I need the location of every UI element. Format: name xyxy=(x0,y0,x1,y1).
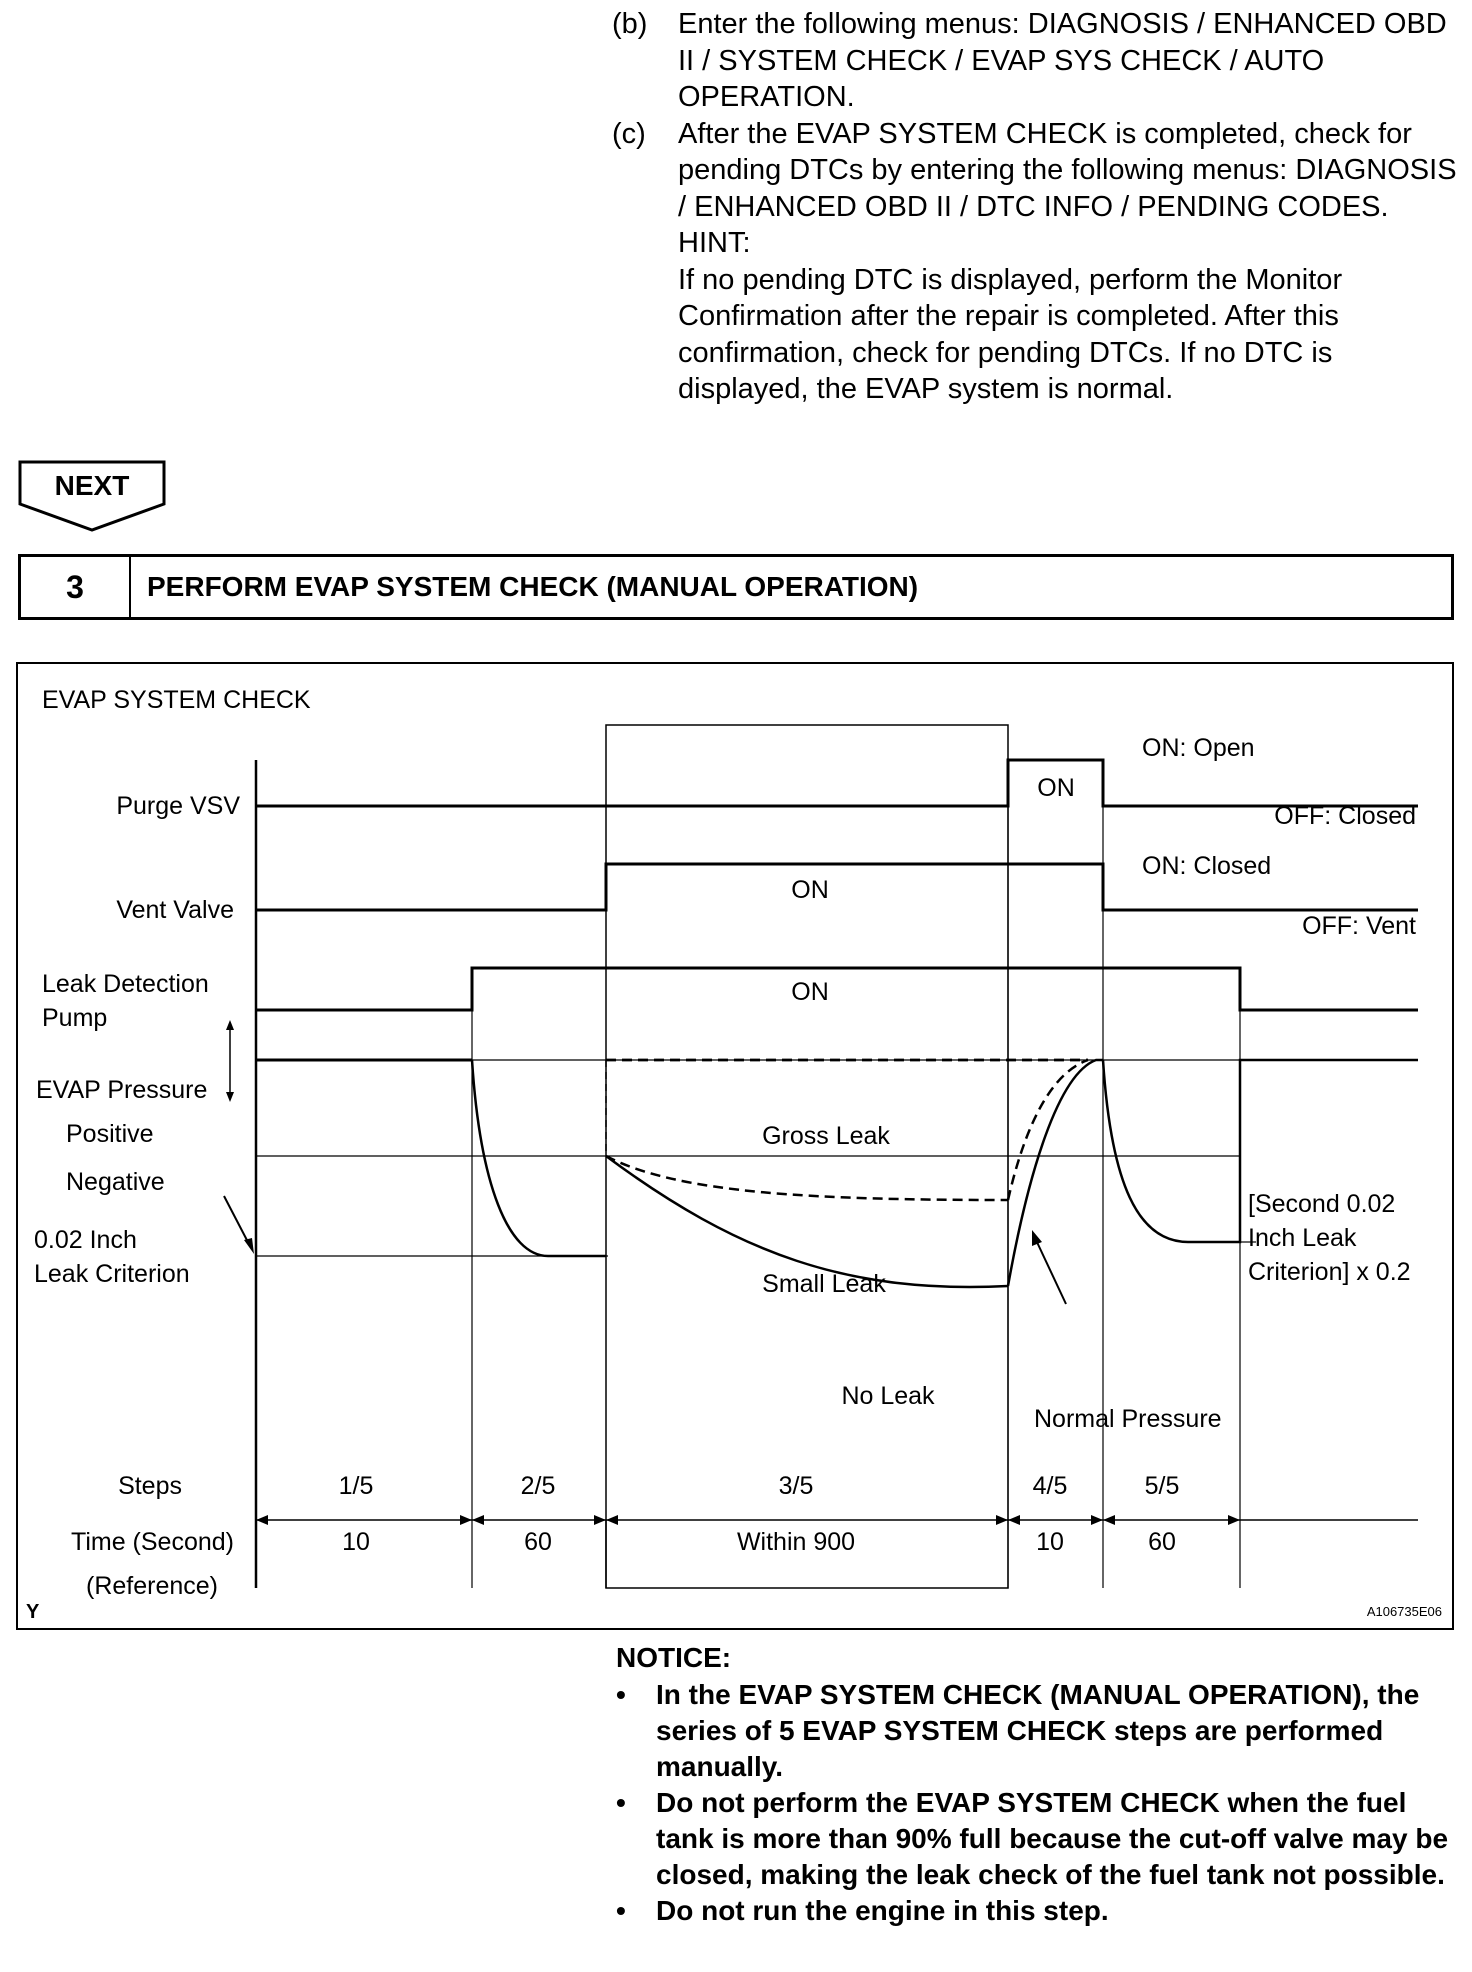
vent-on-closed-label: ON: Closed xyxy=(1142,852,1272,880)
notice-title: NOTICE: xyxy=(616,1642,732,1673)
label-pump-line1: Leak Detection xyxy=(42,970,209,998)
hint-label: HINT: xyxy=(678,227,751,259)
pressure-step2-curve xyxy=(472,1060,606,1256)
step-header xyxy=(18,554,1454,620)
purge-off-closed-label: OFF: Closed xyxy=(1274,802,1416,830)
normal-pressure-pointer xyxy=(1036,1240,1066,1304)
small-leak-label: Small Leak xyxy=(762,1270,886,1298)
gross-leak-label: Gross Leak xyxy=(762,1122,890,1150)
label-criterion-line1: 0.02 Inch xyxy=(34,1226,137,1254)
pump-trace xyxy=(256,968,1418,1010)
step-title: PERFORM EVAP SYSTEM CHECK (MANUAL OPERATION) xyxy=(147,571,919,602)
vent-off-vent-label: OFF: Vent xyxy=(1302,912,1416,940)
label-criterion-line2: Leak Criterion xyxy=(34,1260,190,1288)
normal-pressure-label: Normal Pressure xyxy=(1034,1405,1222,1433)
step-number: 3 xyxy=(21,557,131,617)
step-3-label: 3/5 xyxy=(778,1472,814,1500)
label-steps: Steps xyxy=(118,1472,182,1500)
pump-on-label: ON xyxy=(791,978,829,1006)
notice-item xyxy=(616,1785,1462,1893)
notice-item-text: In the EVAP SYSTEM CHECK (MANUAL OPERATION), the series of 5 EVAP SYSTEM CHECK steps are performed manually. xyxy=(656,1679,1420,1782)
small-leak-trace xyxy=(606,1156,1008,1200)
diagram-title: EVAP SYSTEM CHECK xyxy=(42,686,311,714)
time-4-label: 10 xyxy=(1036,1528,1064,1556)
second-criterion-line3: Criterion] x 0.2 xyxy=(1248,1258,1411,1286)
instruction-step-b xyxy=(612,6,1462,116)
label-reference: (Reference) xyxy=(86,1572,218,1600)
step-label: (c) xyxy=(612,117,646,150)
evap-timing-diagram xyxy=(16,662,1454,1630)
next-label: NEXT xyxy=(54,470,130,501)
label-positive: Positive xyxy=(66,1120,154,1148)
corner-mark: Y xyxy=(26,1601,40,1623)
step-4-label: 4/5 xyxy=(1032,1472,1068,1500)
instruction-block xyxy=(612,6,1462,408)
label-vent-valve: Vent Valve xyxy=(116,896,234,924)
time-2-label: 60 xyxy=(524,1528,552,1556)
step-5-label: 5/5 xyxy=(1144,1472,1180,1500)
step-text xyxy=(678,116,1462,408)
second-criterion-line1: [Second 0.02 xyxy=(1248,1190,1396,1218)
label-purge-vsv: Purge VSV xyxy=(116,792,240,820)
bullet-icon: • xyxy=(616,1895,626,1926)
time-5-label: 60 xyxy=(1148,1528,1176,1556)
diagram-canvas xyxy=(18,664,1452,1628)
instruction-step-c xyxy=(612,116,1462,408)
notice-item xyxy=(616,1893,1462,1929)
no-leak-trace xyxy=(606,1156,1008,1287)
vent-on-label: ON xyxy=(791,876,829,904)
second-criterion-line2: Inch Leak xyxy=(1248,1224,1357,1252)
notice-block xyxy=(616,1640,1462,1929)
notice-item-text: Do not perform the EVAP SYSTEM CHECK when the fuel tank is more than 90% full because the cut-off valve may be closed, making the leak check of the fuel tank not possible. xyxy=(656,1787,1449,1890)
step-text: Enter the following menus: DIAGNOSIS / ENHANCED OBD II / SYSTEM CHECK / EVAP SYS CHECK / AUTO OPERATION. xyxy=(678,8,1447,113)
bullet-icon: • xyxy=(616,1679,626,1710)
step-1-label: 1/5 xyxy=(338,1472,374,1500)
label-negative: Negative xyxy=(66,1168,165,1196)
purge-vsv-trace xyxy=(256,760,1418,806)
label-pump-line2: Pump xyxy=(42,1004,108,1032)
purge-on-label: ON xyxy=(1037,774,1075,802)
hint-text: If no pending DTC is displayed, perform the Monitor Confirmation after the repair is completed. After this confirmation, check for pending DTCs. If no DTC is displayed, the EVAP system is normal. xyxy=(678,263,1343,405)
notice-item-text: Do not run the engine in this step. xyxy=(656,1895,1109,1926)
figure-id: A106735E06 xyxy=(1366,1604,1442,1619)
step-2-label: 2/5 xyxy=(520,1472,556,1500)
label-evap-pressure: EVAP Pressure xyxy=(36,1076,208,1104)
label-time: Time (Second) xyxy=(70,1528,234,1556)
criterion-pointer xyxy=(224,1196,250,1246)
next-button[interactable] xyxy=(18,460,166,532)
purge-on-open-label: ON: Open xyxy=(1142,734,1255,762)
time-1-label: 10 xyxy=(342,1528,370,1556)
notice-item xyxy=(616,1677,1462,1785)
step-text-body: After the EVAP SYSTEM CHECK is completed, check for pending DTCs by entering the following menus: DIAGNOSIS / ENHANCED OBD II / DTC INFO / PENDING CODES. xyxy=(678,117,1457,223)
no-leak-label: No Leak xyxy=(841,1382,935,1410)
bullet-icon: • xyxy=(616,1787,626,1818)
step-label: (b) xyxy=(612,8,648,40)
normal-pressure-rise xyxy=(1008,1060,1103,1286)
time-3-label: Within 900 xyxy=(736,1528,856,1556)
